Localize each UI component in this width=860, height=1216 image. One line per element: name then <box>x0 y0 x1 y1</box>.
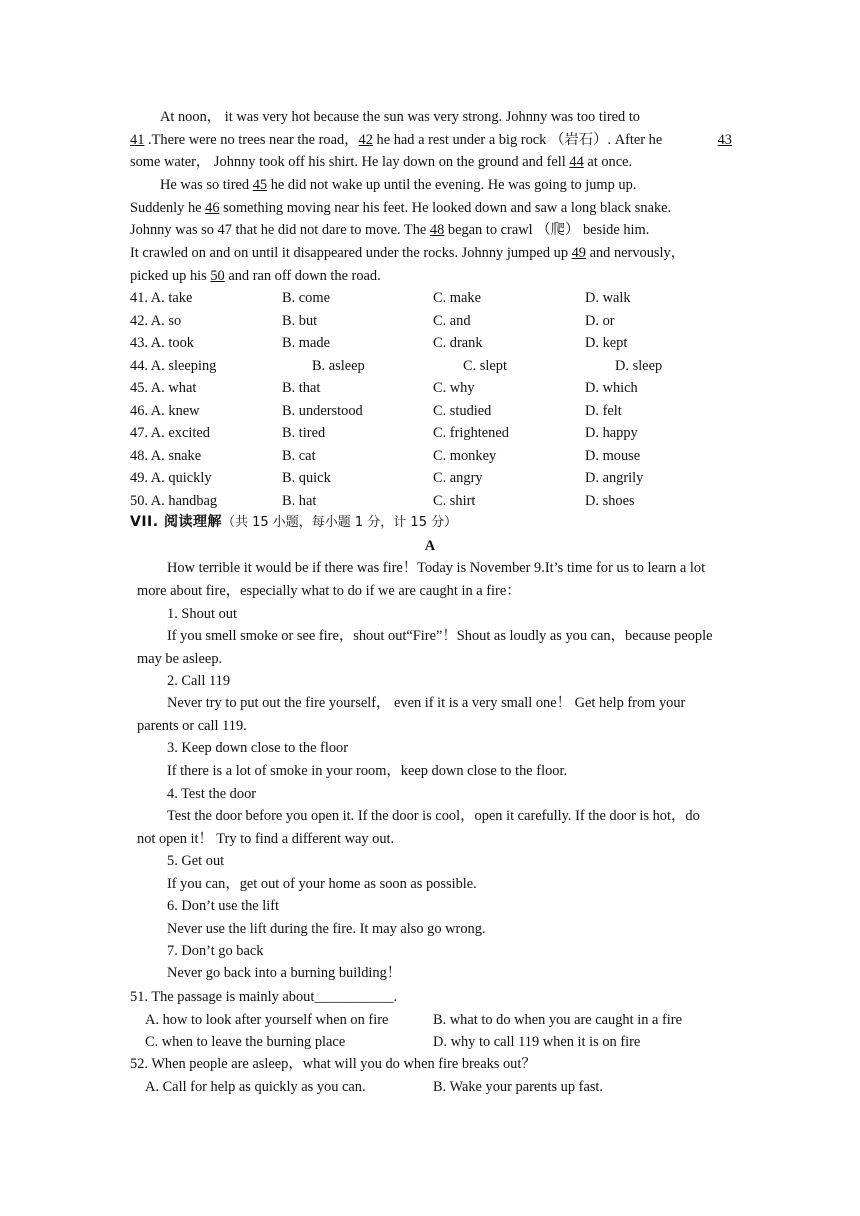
option-d[interactable]: D. angrily <box>585 470 644 486</box>
cloze-line: He was so tired <box>160 177 253 193</box>
section-title: VII. 阅读理解 <box>130 514 222 530</box>
option-row <box>130 400 750 422</box>
cloze-line: he had a rest under a big rock （岩石）. After he <box>372 131 663 148</box>
tip-heading: 1. Shout out <box>167 606 237 622</box>
blank-49: 49 <box>571 245 586 261</box>
reading-line: How terrible it would be if there was fire！Today is November 9.It’s time for us to learn a lot <box>167 560 706 576</box>
tip-heading: 4. Test the door <box>167 786 257 802</box>
tip-text: not open it！ Try to find a different way out. <box>137 831 395 847</box>
option-a[interactable]: 45. A. what <box>130 380 197 396</box>
section-heading <box>130 511 457 535</box>
option-b[interactable]: B. hat <box>282 493 317 509</box>
option-c[interactable]: C. why <box>433 380 475 396</box>
option-b[interactable]: B. cat <box>282 448 316 464</box>
tip-text: Never try to put out the fire yourself， even if it is a very small one！ Get help from your <box>167 695 686 711</box>
option-c[interactable]: C. shirt <box>433 493 476 509</box>
option-c[interactable]: C. make <box>433 290 481 306</box>
question-51: 51. The passage is mainly about___________. <box>130 989 398 1005</box>
blank-43: 43 <box>717 131 732 148</box>
option-b[interactable]: B. quick <box>282 470 331 486</box>
option-d[interactable]: D. kept <box>585 335 628 351</box>
tip-text: may be asleep. <box>137 651 223 667</box>
option-row <box>130 355 750 377</box>
passage-label: A <box>424 538 436 554</box>
cloze-line: something moving near his feet. He looked down and saw a long black snake. <box>219 200 672 216</box>
cloze-line: Johnny was so 47 that he did not dare to move. The <box>130 222 430 238</box>
option-a[interactable]: 41. A. take <box>130 290 193 306</box>
blank-46: 46 <box>205 200 220 216</box>
tip-text: Never use the lift during the fire. It may also go wrong. <box>167 921 486 937</box>
tip-text: Test the door before you open it. If the door is cool，open it carefully. If the door is hot，do <box>167 808 700 824</box>
cloze-paragraph-1 <box>130 106 732 151</box>
cloze-line: At noon， it was very hot because the sun was very strong. Johnny was too tired to <box>160 109 641 125</box>
question-52-option-a[interactable]: A. Call for help as quickly as you can. <box>145 1079 366 1095</box>
question-51-option-b[interactable]: B. what to do when you are caught in a fire <box>433 1012 682 1028</box>
option-a[interactable]: 46. A. knew <box>130 403 200 419</box>
blank-50: 50 <box>210 268 225 284</box>
cloze-line: and nervously， <box>586 245 686 261</box>
cloze-p2-line-1 <box>160 174 636 197</box>
tip-text: If you can，get out of your home as soon as possible. <box>167 876 477 892</box>
tip-heading: 3. Keep down close to the floor <box>167 740 349 756</box>
tip-heading: 5. Get out <box>167 853 225 869</box>
option-d[interactable]: D. sleep <box>615 358 663 374</box>
option-row <box>130 467 750 489</box>
tip-heading: 7. Don’t go back <box>167 943 264 959</box>
blank-41: 41 <box>130 131 145 148</box>
question-52: 52. When people are asleep，what will you do when fire breaks out？ <box>130 1056 536 1072</box>
cloze-line: he did not wake up until the evening. He was going to jump up. <box>267 177 637 193</box>
option-d[interactable]: D. felt <box>585 403 622 419</box>
option-b[interactable]: B. tired <box>282 425 326 441</box>
question-51-option-d[interactable]: D. why to call 119 when it is on fire <box>433 1034 641 1050</box>
option-a[interactable]: 47. A. excited <box>130 425 210 441</box>
option-row <box>130 287 750 309</box>
option-row <box>130 310 750 332</box>
cloze-line: .There were no trees near the road， <box>144 131 359 148</box>
tip-text: Never go back into a burning building！ <box>167 965 402 981</box>
reading-line: more about fire，especially what to do if we are caught in a fire： <box>137 583 521 599</box>
cloze-p2-line-5 <box>130 265 381 288</box>
option-d[interactable]: D. or <box>585 313 615 329</box>
option-b[interactable]: B. made <box>282 335 330 351</box>
blank-48: 48 <box>429 222 445 238</box>
option-c[interactable]: C. frightened <box>433 425 509 441</box>
option-row <box>130 490 750 512</box>
cloze-line: began to crawl （爬） beside him. <box>444 222 650 238</box>
option-b[interactable]: B. but <box>282 313 318 329</box>
cloze-p2-line-3 <box>130 219 649 242</box>
tip-heading: 6. Don’t use the lift <box>167 898 280 914</box>
option-a[interactable]: 50. A. handbag <box>130 493 218 509</box>
cloze-p2-line-2 <box>130 197 671 220</box>
cloze-line: some water， Johnny took off his shirt. He lay down on the ground and fell <box>130 154 570 170</box>
question-51-option-a[interactable]: A. how to look after yourself when on fire <box>145 1012 389 1028</box>
cloze-line: It crawled on and on until it disappeared under the rocks. Johnny jumped up <box>130 245 572 261</box>
cloze-line: picked up his <box>130 268 211 284</box>
option-a[interactable]: 48. A. snake <box>130 448 202 464</box>
option-d[interactable]: D. mouse <box>585 448 641 464</box>
cloze-p2-line-4 <box>130 242 685 265</box>
option-c[interactable]: C. angry <box>433 470 483 486</box>
option-d[interactable]: D. which <box>585 380 638 396</box>
option-a[interactable]: 42. A. so <box>130 313 182 329</box>
tip-heading: 2. Call 119 <box>167 673 231 689</box>
option-row <box>130 445 750 467</box>
cloze-line-3 <box>130 151 632 174</box>
option-c[interactable]: C. slept <box>463 358 507 374</box>
option-row <box>130 377 750 399</box>
option-a[interactable]: 43. A. took <box>130 335 194 351</box>
option-b[interactable]: B. understood <box>282 403 363 419</box>
cloze-line: at once. <box>583 154 633 170</box>
blank-44: 44 <box>569 154 584 170</box>
option-d[interactable]: D. walk <box>585 290 631 306</box>
blank-42: 42 <box>358 131 373 148</box>
option-b[interactable]: B. asleep <box>312 358 365 374</box>
option-c[interactable]: C. and <box>433 313 471 329</box>
option-row <box>130 332 750 354</box>
question-52-option-b[interactable]: B. Wake your parents up fast. <box>433 1079 604 1095</box>
blank-45: 45 <box>252 177 268 193</box>
option-row <box>130 422 750 444</box>
option-d[interactable]: D. happy <box>585 425 638 441</box>
section-note: （共 15 小题，每小题 1 分，计 15 分） <box>221 515 458 530</box>
cloze-line: and ran off down the road. <box>224 268 381 284</box>
option-c[interactable]: C. drank <box>433 335 483 351</box>
option-c[interactable]: C. studied <box>433 403 492 419</box>
cloze-line: Suddenly he <box>130 200 206 216</box>
question-51-option-c[interactable]: C. when to leave the burning place <box>145 1034 346 1050</box>
option-a[interactable]: 49. A. quickly <box>130 470 212 486</box>
tip-text: If there is a lot of smoke in your room，keep down close to the floor. <box>167 763 568 779</box>
tip-text: parents or call 119. <box>137 718 247 734</box>
option-d[interactable]: D. shoes <box>585 493 635 509</box>
option-c[interactable]: C. monkey <box>433 448 497 464</box>
option-b[interactable]: B. come <box>282 290 330 306</box>
tip-text: If you smell smoke or see fire，shout out“Fire”！Shout as loudly as you can，because people <box>167 628 713 644</box>
option-a[interactable]: 44. A. sleeping <box>130 358 217 374</box>
option-b[interactable]: B. that <box>282 380 321 396</box>
